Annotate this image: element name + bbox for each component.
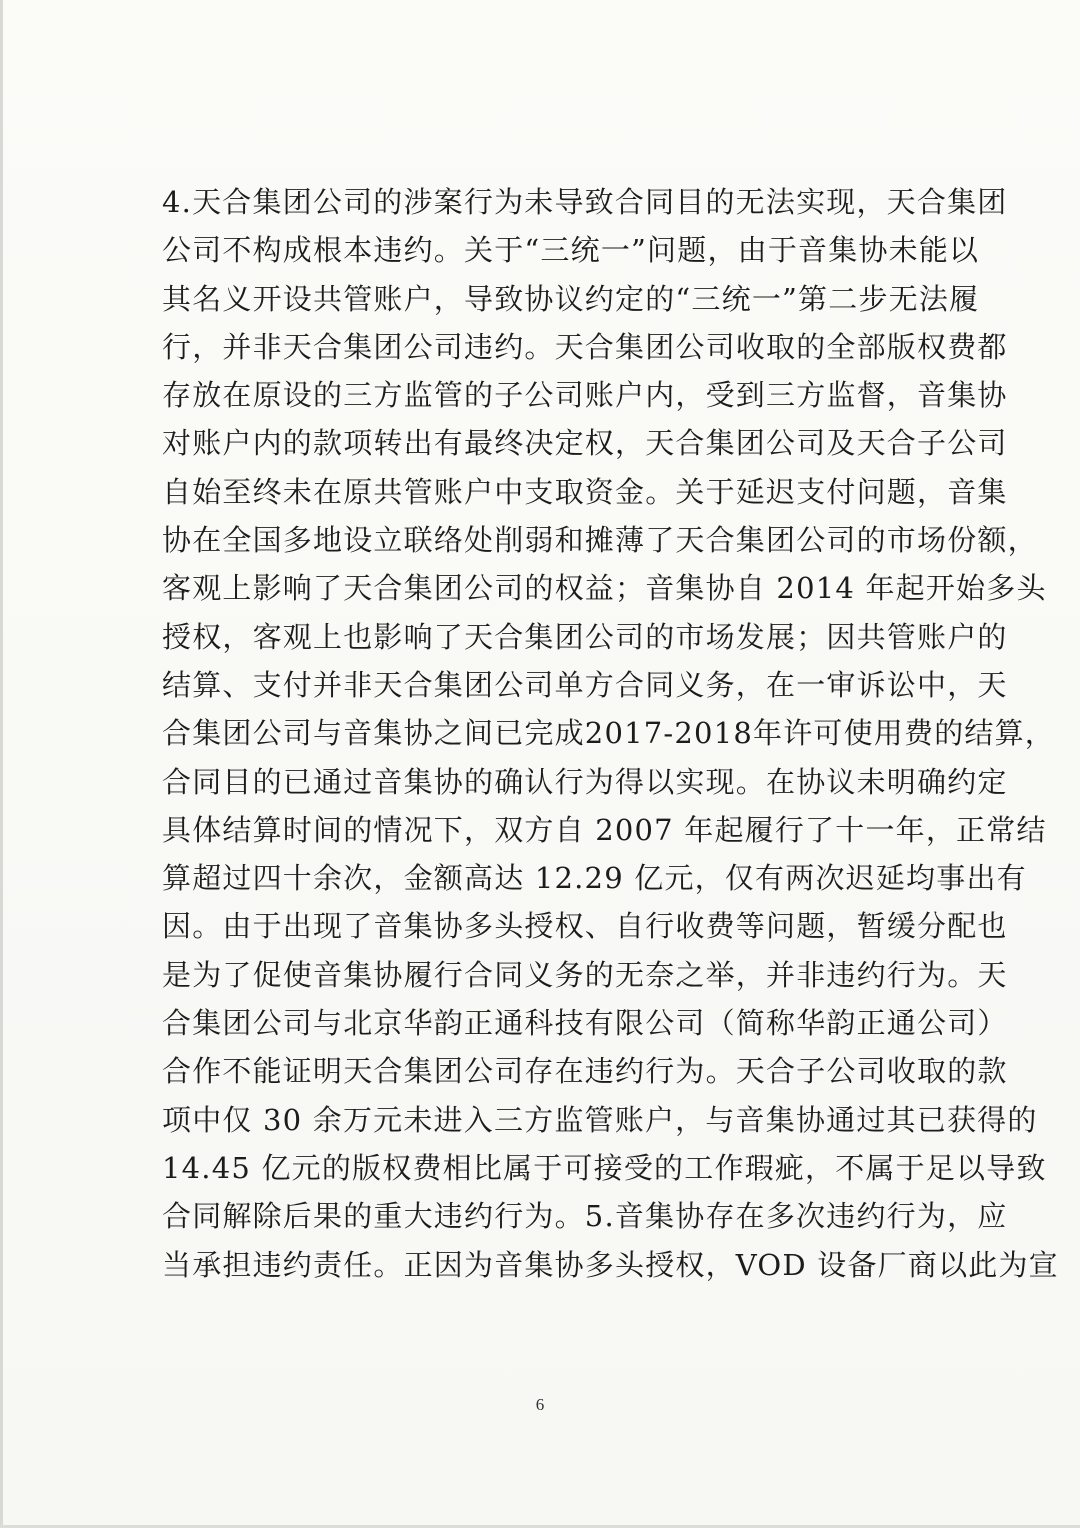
text-line: 存放在原设的三方监管的子公司账户内，受到三方监督，音集协 xyxy=(162,378,1008,413)
text-line: 合同目的已通过音集协的确认行为得以实现。在协议未明确约定 xyxy=(162,764,1008,799)
page-left-edge xyxy=(0,0,3,1528)
text-line: 自始至终未在原共管账户中支取资金。关于延迟支付问题，音集 xyxy=(162,474,1008,509)
text-line: 结算、支付并非天合集团公司单方合同义务，在一审诉讼中，天 xyxy=(162,667,1008,702)
text-line: 合集团公司与北京华韵正通科技有限公司（简称华韵正通公司） xyxy=(162,1006,1008,1041)
text-line: 行，并非天合集团公司违约。天合集团公司收取的全部版权费都 xyxy=(162,329,1008,364)
text-line: 合集团公司与音集协之间已完成2017-2018年许可使用费的结算， xyxy=(162,716,1056,751)
text-line: 是为了促使音集协履行合同义务的无奈之举，并非违约行为。天 xyxy=(162,957,1008,992)
text-line: 当承担违约责任。正因为音集协多头授权，VOD 设备厂商以此为宣 xyxy=(162,1247,1059,1282)
text-line: 算超过四十余次，金额高达 12.29 亿元，仅有两次迟延均事出有 xyxy=(162,861,1027,896)
text-line: 合同解除后果的重大违约行为。5.音集协存在多次违约行为，应 xyxy=(162,1199,1008,1234)
text-line: 因。由于出现了音集协多头授权、自行收费等问题，暂缓分配也 xyxy=(162,909,1008,944)
text-line: 4.天合集团公司的涉案行为未导致合同目的无法实现，天合集团 xyxy=(162,185,1008,219)
text-line: 合作不能证明天合集团公司存在违约行为。天合子公司收取的款 xyxy=(162,1054,1008,1089)
text-line: 授权，客观上也影响了天合集团公司的市场发展；因共管账户的 xyxy=(162,619,1008,654)
text-line: 对账户内的款项转出有最终决定权，天合集团公司及天合子公司 xyxy=(162,426,1008,461)
text-line: 14.45 亿元的版权费相比属于可接受的工作瑕疵，不属于足以导致 xyxy=(162,1150,1047,1185)
body-paragraph xyxy=(162,178,1059,1289)
text-line: 具体结算时间的情况下，双方自 2007 年起履行了十一年，正常结 xyxy=(162,812,1047,847)
text-line: 协在全国多地设立联络处削弱和摊薄了天合集团公司的市场份额， xyxy=(162,523,1038,558)
page-number: 6 xyxy=(535,1395,545,1414)
text-line: 公司不构成根本违约。关于“三统一”问题，由于音集协未能以 xyxy=(162,233,980,268)
text-line: 其名义开设共管账户，导致协议约定的“三统一”第二步无法履 xyxy=(162,281,980,316)
text-line: 项中仅 30 余万元未进入三方监管账户，与音集协通过其已获得的 xyxy=(162,1102,1038,1137)
text-line: 客观上影响了天合集团公司的权益；音集协自 2014 年起开始多头 xyxy=(162,571,1047,606)
